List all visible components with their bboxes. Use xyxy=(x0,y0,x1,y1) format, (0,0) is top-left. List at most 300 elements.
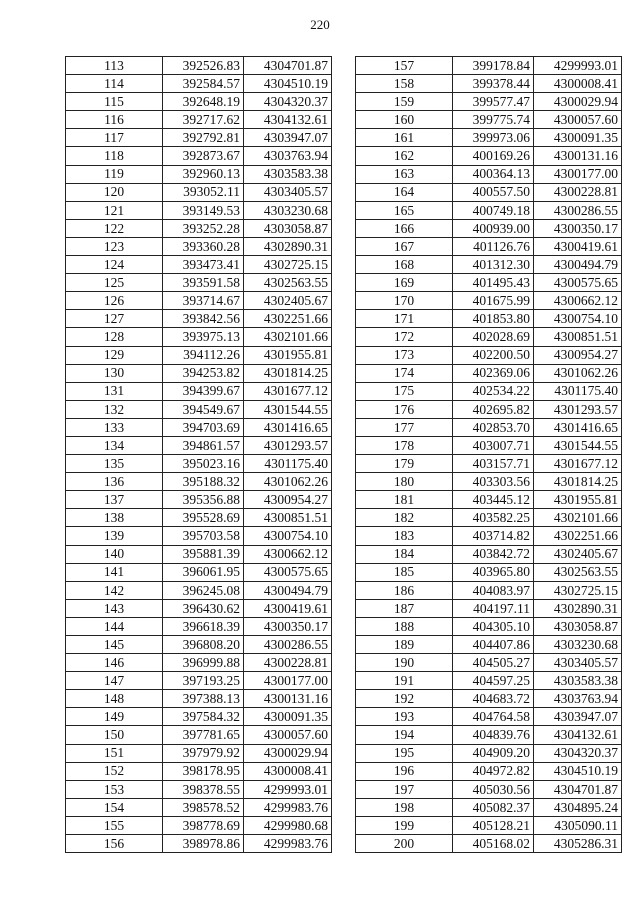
table-row xyxy=(66,274,332,292)
table-row xyxy=(66,509,332,527)
y-coordinate-cell: 4304320.37 xyxy=(244,93,332,111)
table-row xyxy=(356,418,622,436)
y-coordinate-cell: 4301062.26 xyxy=(534,364,622,382)
table-row xyxy=(356,219,622,237)
y-coordinate-cell: 4300419.61 xyxy=(244,599,332,617)
point-number-cell: 146 xyxy=(66,654,163,672)
y-coordinate-cell: 4300954.27 xyxy=(534,346,622,364)
y-coordinate-cell: 4300286.55 xyxy=(534,201,622,219)
point-number-cell: 130 xyxy=(66,364,163,382)
table-row xyxy=(66,129,332,147)
point-number-cell: 141 xyxy=(66,563,163,581)
x-coordinate-cell: 403582.25 xyxy=(453,509,534,527)
y-coordinate-cell: 4300350.17 xyxy=(534,219,622,237)
table-row xyxy=(66,726,332,744)
table-row xyxy=(356,690,622,708)
point-number-cell: 184 xyxy=(356,545,453,563)
coordinates-table-right xyxy=(355,56,622,853)
x-coordinate-cell: 404597.25 xyxy=(453,672,534,690)
x-coordinate-cell: 404305.10 xyxy=(453,617,534,635)
y-coordinate-cell: 4300851.51 xyxy=(244,509,332,527)
table-row xyxy=(356,274,622,292)
y-coordinate-cell: 4304132.61 xyxy=(534,726,622,744)
y-coordinate-cell: 4301814.25 xyxy=(244,364,332,382)
table-row xyxy=(356,654,622,672)
table-row xyxy=(66,310,332,328)
table-row xyxy=(356,455,622,473)
y-coordinate-cell: 4299983.76 xyxy=(244,835,332,853)
point-number-cell: 144 xyxy=(66,617,163,635)
y-coordinate-cell: 4302725.15 xyxy=(534,581,622,599)
y-coordinate-cell: 4300350.17 xyxy=(244,617,332,635)
y-coordinate-cell: 4303405.57 xyxy=(244,183,332,201)
x-coordinate-cell: 401312.30 xyxy=(453,256,534,274)
y-coordinate-cell: 4303405.57 xyxy=(534,654,622,672)
point-number-cell: 147 xyxy=(66,672,163,690)
point-number-cell: 178 xyxy=(356,436,453,454)
table-row xyxy=(66,744,332,762)
table-row xyxy=(356,256,622,274)
y-coordinate-cell: 4305090.11 xyxy=(534,816,622,834)
point-number-cell: 115 xyxy=(66,93,163,111)
y-coordinate-cell: 4304701.87 xyxy=(244,57,332,75)
point-number-cell: 197 xyxy=(356,780,453,798)
table-row xyxy=(356,364,622,382)
table-row xyxy=(66,527,332,545)
point-number-cell: 117 xyxy=(66,129,163,147)
point-number-cell: 163 xyxy=(356,165,453,183)
y-coordinate-cell: 4301544.55 xyxy=(534,436,622,454)
point-number-cell: 182 xyxy=(356,509,453,527)
x-coordinate-cell: 402853.70 xyxy=(453,418,534,436)
x-coordinate-cell: 397979.92 xyxy=(163,744,244,762)
y-coordinate-cell: 4301175.40 xyxy=(534,382,622,400)
point-number-cell: 156 xyxy=(66,835,163,853)
x-coordinate-cell: 399577.47 xyxy=(453,93,534,111)
x-coordinate-cell: 397781.65 xyxy=(163,726,244,744)
table-row xyxy=(66,400,332,418)
table-row xyxy=(66,780,332,798)
point-number-cell: 177 xyxy=(356,418,453,436)
x-coordinate-cell: 401853.80 xyxy=(453,310,534,328)
y-coordinate-cell: 4303583.38 xyxy=(244,165,332,183)
point-number-cell: 158 xyxy=(356,75,453,93)
x-coordinate-cell: 398578.52 xyxy=(163,798,244,816)
point-number-cell: 137 xyxy=(66,491,163,509)
y-coordinate-cell: 4301814.25 xyxy=(534,473,622,491)
point-number-cell: 159 xyxy=(356,93,453,111)
y-coordinate-cell: 4302405.67 xyxy=(534,545,622,563)
y-coordinate-cell: 4299980.68 xyxy=(244,816,332,834)
x-coordinate-cell: 404505.27 xyxy=(453,654,534,672)
point-number-cell: 173 xyxy=(356,346,453,364)
y-coordinate-cell: 4303230.68 xyxy=(244,201,332,219)
table-row xyxy=(66,798,332,816)
y-coordinate-cell: 4304320.37 xyxy=(534,744,622,762)
x-coordinate-cell: 400169.26 xyxy=(453,147,534,165)
table-row xyxy=(356,527,622,545)
x-coordinate-cell: 404909.20 xyxy=(453,744,534,762)
x-coordinate-cell: 403842.72 xyxy=(453,545,534,563)
y-coordinate-cell: 4301293.57 xyxy=(534,400,622,418)
table-row xyxy=(356,491,622,509)
y-coordinate-cell: 4299983.76 xyxy=(244,798,332,816)
point-number-cell: 118 xyxy=(66,147,163,165)
point-number-cell: 133 xyxy=(66,418,163,436)
x-coordinate-cell: 405082.37 xyxy=(453,798,534,816)
table-row xyxy=(66,617,332,635)
table-row xyxy=(356,798,622,816)
point-number-cell: 152 xyxy=(66,762,163,780)
table-row xyxy=(66,708,332,726)
y-coordinate-cell: 4300057.60 xyxy=(534,111,622,129)
y-coordinate-cell: 4300177.00 xyxy=(244,672,332,690)
x-coordinate-cell: 398378.55 xyxy=(163,780,244,798)
point-number-cell: 116 xyxy=(66,111,163,129)
x-coordinate-cell: 393252.28 xyxy=(163,219,244,237)
y-coordinate-cell: 4300131.16 xyxy=(534,147,622,165)
y-coordinate-cell: 4301293.57 xyxy=(244,436,332,454)
x-coordinate-cell: 399973.06 xyxy=(453,129,534,147)
table-row xyxy=(356,183,622,201)
x-coordinate-cell: 396061.95 xyxy=(163,563,244,581)
y-coordinate-cell: 4300029.94 xyxy=(534,93,622,111)
y-coordinate-cell: 4299993.01 xyxy=(244,780,332,798)
x-coordinate-cell: 393052.11 xyxy=(163,183,244,201)
coordinates-table-left xyxy=(65,56,332,853)
table-row xyxy=(66,636,332,654)
point-number-cell: 191 xyxy=(356,672,453,690)
table-row xyxy=(66,654,332,672)
point-number-cell: 170 xyxy=(356,292,453,310)
table-row xyxy=(356,816,622,834)
table-row xyxy=(356,165,622,183)
table-row xyxy=(356,726,622,744)
point-number-cell: 186 xyxy=(356,581,453,599)
point-number-cell: 181 xyxy=(356,491,453,509)
y-coordinate-cell: 4300177.00 xyxy=(534,165,622,183)
x-coordinate-cell: 393360.28 xyxy=(163,237,244,255)
y-coordinate-cell: 4300008.41 xyxy=(244,762,332,780)
point-number-cell: 161 xyxy=(356,129,453,147)
point-number-cell: 134 xyxy=(66,436,163,454)
table-row xyxy=(356,744,622,762)
table-row xyxy=(66,219,332,237)
table-row xyxy=(66,147,332,165)
point-number-cell: 198 xyxy=(356,798,453,816)
table-row xyxy=(356,75,622,93)
y-coordinate-cell: 4300754.10 xyxy=(534,310,622,328)
y-coordinate-cell: 4302890.31 xyxy=(244,237,332,255)
y-coordinate-cell: 4302890.31 xyxy=(534,599,622,617)
x-coordinate-cell: 403714.82 xyxy=(453,527,534,545)
x-coordinate-cell: 402534.22 xyxy=(453,382,534,400)
table-row xyxy=(356,835,622,853)
point-number-cell: 151 xyxy=(66,744,163,762)
point-number-cell: 120 xyxy=(66,183,163,201)
point-number-cell: 132 xyxy=(66,400,163,418)
y-coordinate-cell: 4301175.40 xyxy=(244,455,332,473)
x-coordinate-cell: 404764.58 xyxy=(453,708,534,726)
x-coordinate-cell: 397388.13 xyxy=(163,690,244,708)
y-coordinate-cell: 4302251.66 xyxy=(244,310,332,328)
x-coordinate-cell: 404083.97 xyxy=(453,581,534,599)
x-coordinate-cell: 397584.32 xyxy=(163,708,244,726)
table-row xyxy=(356,237,622,255)
x-coordinate-cell: 399775.74 xyxy=(453,111,534,129)
x-coordinate-cell: 396618.39 xyxy=(163,617,244,635)
point-number-cell: 166 xyxy=(356,219,453,237)
x-coordinate-cell: 396999.88 xyxy=(163,654,244,672)
y-coordinate-cell: 4300057.60 xyxy=(244,726,332,744)
x-coordinate-cell: 392526.83 xyxy=(163,57,244,75)
y-coordinate-cell: 4305286.31 xyxy=(534,835,622,853)
y-coordinate-cell: 4301544.55 xyxy=(244,400,332,418)
table-row xyxy=(66,563,332,581)
y-coordinate-cell: 4304132.61 xyxy=(244,111,332,129)
x-coordinate-cell: 400364.13 xyxy=(453,165,534,183)
y-coordinate-cell: 4299993.01 xyxy=(534,57,622,75)
point-number-cell: 119 xyxy=(66,165,163,183)
table-row xyxy=(356,436,622,454)
x-coordinate-cell: 401495.43 xyxy=(453,274,534,292)
point-number-cell: 125 xyxy=(66,274,163,292)
x-coordinate-cell: 392792.81 xyxy=(163,129,244,147)
point-number-cell: 171 xyxy=(356,310,453,328)
point-number-cell: 136 xyxy=(66,473,163,491)
table-row xyxy=(356,581,622,599)
table-row xyxy=(356,762,622,780)
x-coordinate-cell: 394399.67 xyxy=(163,382,244,400)
point-number-cell: 129 xyxy=(66,346,163,364)
y-coordinate-cell: 4300091.35 xyxy=(244,708,332,726)
x-coordinate-cell: 394703.69 xyxy=(163,418,244,436)
table-row xyxy=(66,436,332,454)
table-row xyxy=(356,93,622,111)
y-coordinate-cell: 4300754.10 xyxy=(244,527,332,545)
table-row xyxy=(356,292,622,310)
table-row xyxy=(356,563,622,581)
y-coordinate-cell: 4300029.94 xyxy=(244,744,332,762)
x-coordinate-cell: 400749.18 xyxy=(453,201,534,219)
y-coordinate-cell: 4300494.79 xyxy=(244,581,332,599)
point-number-cell: 143 xyxy=(66,599,163,617)
y-coordinate-cell: 4303230.68 xyxy=(534,636,622,654)
y-coordinate-cell: 4302101.66 xyxy=(244,328,332,346)
table-row xyxy=(356,636,622,654)
y-coordinate-cell: 4300662.12 xyxy=(244,545,332,563)
x-coordinate-cell: 403965.80 xyxy=(453,563,534,581)
x-coordinate-cell: 403007.71 xyxy=(453,436,534,454)
x-coordinate-cell: 398178.95 xyxy=(163,762,244,780)
point-number-cell: 194 xyxy=(356,726,453,744)
point-number-cell: 175 xyxy=(356,382,453,400)
table-row xyxy=(66,690,332,708)
point-number-cell: 165 xyxy=(356,201,453,219)
table-row xyxy=(356,509,622,527)
x-coordinate-cell: 398978.86 xyxy=(163,835,244,853)
point-number-cell: 157 xyxy=(356,57,453,75)
x-coordinate-cell: 405128.21 xyxy=(453,816,534,834)
point-number-cell: 114 xyxy=(66,75,163,93)
y-coordinate-cell: 4302725.15 xyxy=(244,256,332,274)
point-number-cell: 190 xyxy=(356,654,453,672)
table-row xyxy=(66,382,332,400)
y-coordinate-cell: 4300954.27 xyxy=(244,491,332,509)
x-coordinate-cell: 403445.12 xyxy=(453,491,534,509)
y-coordinate-cell: 4302251.66 xyxy=(534,527,622,545)
x-coordinate-cell: 393714.67 xyxy=(163,292,244,310)
table-row xyxy=(66,491,332,509)
y-coordinate-cell: 4303947.07 xyxy=(534,708,622,726)
point-number-cell: 169 xyxy=(356,274,453,292)
point-number-cell: 200 xyxy=(356,835,453,853)
table-row xyxy=(66,364,332,382)
point-number-cell: 127 xyxy=(66,310,163,328)
table-row xyxy=(66,237,332,255)
x-coordinate-cell: 392960.13 xyxy=(163,165,244,183)
x-coordinate-cell: 394549.67 xyxy=(163,400,244,418)
x-coordinate-cell: 403303.56 xyxy=(453,473,534,491)
x-coordinate-cell: 393149.53 xyxy=(163,201,244,219)
x-coordinate-cell: 403157.71 xyxy=(453,455,534,473)
table-row xyxy=(356,201,622,219)
table-row xyxy=(66,672,332,690)
y-coordinate-cell: 4301677.12 xyxy=(244,382,332,400)
y-coordinate-cell: 4304701.87 xyxy=(534,780,622,798)
x-coordinate-cell: 401675.99 xyxy=(453,292,534,310)
y-coordinate-cell: 4300008.41 xyxy=(534,75,622,93)
x-coordinate-cell: 404197.11 xyxy=(453,599,534,617)
y-coordinate-cell: 4301062.26 xyxy=(244,473,332,491)
x-coordinate-cell: 399178.84 xyxy=(453,57,534,75)
x-coordinate-cell: 404839.76 xyxy=(453,726,534,744)
y-coordinate-cell: 4300575.65 xyxy=(244,563,332,581)
table-row xyxy=(356,328,622,346)
y-coordinate-cell: 4303947.07 xyxy=(244,129,332,147)
x-coordinate-cell: 405030.56 xyxy=(453,780,534,798)
table-row xyxy=(66,328,332,346)
point-number-cell: 154 xyxy=(66,798,163,816)
x-coordinate-cell: 402369.06 xyxy=(453,364,534,382)
point-number-cell: 192 xyxy=(356,690,453,708)
table-row xyxy=(66,111,332,129)
y-coordinate-cell: 4300851.51 xyxy=(534,328,622,346)
x-coordinate-cell: 404407.86 xyxy=(453,636,534,654)
table-row xyxy=(356,111,622,129)
x-coordinate-cell: 393473.41 xyxy=(163,256,244,274)
y-coordinate-cell: 4303058.87 xyxy=(244,219,332,237)
y-coordinate-cell: 4300131.16 xyxy=(244,690,332,708)
table-row xyxy=(356,147,622,165)
y-coordinate-cell: 4300286.55 xyxy=(244,636,332,654)
y-coordinate-cell: 4301955.81 xyxy=(534,491,622,509)
point-number-cell: 183 xyxy=(356,527,453,545)
y-coordinate-cell: 4300228.81 xyxy=(534,183,622,201)
point-number-cell: 155 xyxy=(66,816,163,834)
x-coordinate-cell: 394112.26 xyxy=(163,346,244,364)
table-row xyxy=(66,201,332,219)
y-coordinate-cell: 4300662.12 xyxy=(534,292,622,310)
point-number-cell: 164 xyxy=(356,183,453,201)
x-coordinate-cell: 392717.62 xyxy=(163,111,244,129)
table-row xyxy=(356,545,622,563)
table-row xyxy=(356,382,622,400)
x-coordinate-cell: 393975.13 xyxy=(163,328,244,346)
point-number-cell: 138 xyxy=(66,509,163,527)
x-coordinate-cell: 393591.58 xyxy=(163,274,244,292)
table-row xyxy=(66,835,332,853)
y-coordinate-cell: 4304510.19 xyxy=(244,75,332,93)
x-coordinate-cell: 405168.02 xyxy=(453,835,534,853)
x-coordinate-cell: 404683.72 xyxy=(453,690,534,708)
x-coordinate-cell: 404972.82 xyxy=(453,762,534,780)
x-coordinate-cell: 395703.58 xyxy=(163,527,244,545)
point-number-cell: 123 xyxy=(66,237,163,255)
point-number-cell: 179 xyxy=(356,455,453,473)
table-row xyxy=(356,708,622,726)
point-number-cell: 160 xyxy=(356,111,453,129)
point-number-cell: 168 xyxy=(356,256,453,274)
x-coordinate-cell: 396808.20 xyxy=(163,636,244,654)
x-coordinate-cell: 402695.82 xyxy=(453,400,534,418)
y-coordinate-cell: 4302405.67 xyxy=(244,292,332,310)
point-number-cell: 113 xyxy=(66,57,163,75)
point-number-cell: 196 xyxy=(356,762,453,780)
x-coordinate-cell: 398778.69 xyxy=(163,816,244,834)
x-coordinate-cell: 392648.19 xyxy=(163,93,244,111)
table-row xyxy=(356,780,622,798)
x-coordinate-cell: 395528.69 xyxy=(163,509,244,527)
point-number-cell: 176 xyxy=(356,400,453,418)
y-coordinate-cell: 4300419.61 xyxy=(534,237,622,255)
table-row xyxy=(356,473,622,491)
table-row xyxy=(66,183,332,201)
point-number-cell: 139 xyxy=(66,527,163,545)
y-coordinate-cell: 4301955.81 xyxy=(244,346,332,364)
table-row xyxy=(66,256,332,274)
y-coordinate-cell: 4300575.65 xyxy=(534,274,622,292)
y-coordinate-cell: 4304895.24 xyxy=(534,798,622,816)
x-coordinate-cell: 400939.00 xyxy=(453,219,534,237)
y-coordinate-cell: 4302563.55 xyxy=(244,274,332,292)
x-coordinate-cell: 402028.69 xyxy=(453,328,534,346)
x-coordinate-cell: 392584.57 xyxy=(163,75,244,93)
x-coordinate-cell: 399378.44 xyxy=(453,75,534,93)
point-number-cell: 188 xyxy=(356,617,453,635)
point-number-cell: 128 xyxy=(66,328,163,346)
y-coordinate-cell: 4301416.65 xyxy=(244,418,332,436)
y-coordinate-cell: 4303583.38 xyxy=(534,672,622,690)
point-number-cell: 189 xyxy=(356,636,453,654)
x-coordinate-cell: 395023.16 xyxy=(163,455,244,473)
table-row xyxy=(356,129,622,147)
point-number-cell: 195 xyxy=(356,744,453,762)
y-coordinate-cell: 4302563.55 xyxy=(534,563,622,581)
table-row xyxy=(66,418,332,436)
x-coordinate-cell: 396430.62 xyxy=(163,599,244,617)
table-row xyxy=(356,346,622,364)
y-coordinate-cell: 4301677.12 xyxy=(534,455,622,473)
point-number-cell: 162 xyxy=(356,147,453,165)
table-row xyxy=(356,57,622,75)
x-coordinate-cell: 402200.50 xyxy=(453,346,534,364)
table-row xyxy=(66,816,332,834)
y-coordinate-cell: 4303763.94 xyxy=(244,147,332,165)
table-row xyxy=(356,617,622,635)
x-coordinate-cell: 395188.32 xyxy=(163,473,244,491)
x-coordinate-cell: 395356.88 xyxy=(163,491,244,509)
